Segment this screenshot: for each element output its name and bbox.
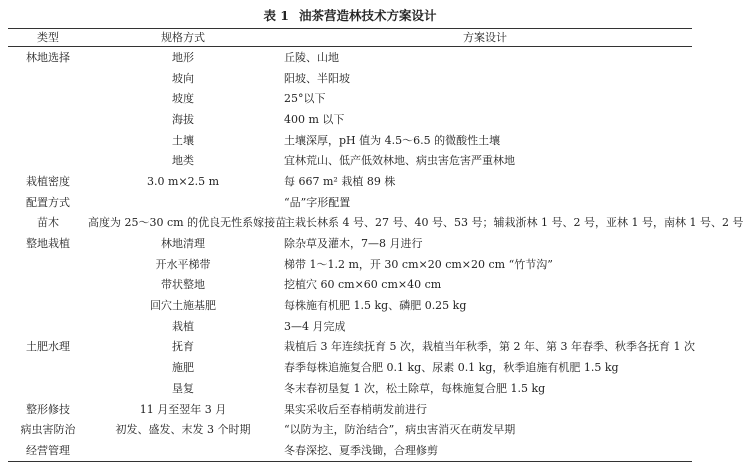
cell-type [8,109,88,130]
cell-plan: “品”字形配置 [284,195,351,209]
cell-type [8,68,88,89]
cell-plan: 果实采收后至春梢萌发前进行 [284,402,427,416]
cell-spec: 地形 [172,50,194,64]
cell-plan: 梯带 1～1.2 m，开 30 cm×20 cm×20 cm “竹节沟” [284,257,553,271]
table-row [8,192,692,213]
cell-spec: 3.0 m×2.5 m [146,174,220,188]
table-row [8,295,692,316]
table-row [8,275,692,296]
cell-type [8,295,88,316]
cell-spec [88,440,278,461]
cell-plan: 宜林荒山、低产低效林地、病虫害危害严重林地 [284,154,515,168]
cell-type [8,88,88,109]
table-row [8,233,692,254]
cell-plan: 阳坡、半阳坡 [284,71,350,85]
table-row [8,130,692,151]
cell-type [8,357,88,378]
cell-plan: 冬春深挖、夏季浅锄，合理修剪 [278,440,692,461]
cell-plan: 春季每株追施复合肥 0.1 kg、尿素 0.1 kg，秋季追施有机肥 1.5 kg [284,361,619,375]
cell-spec: 11 月至翌年 3 月 [139,402,227,416]
cell-plan: 400 m 以下 [284,112,345,126]
cell-type: 土肥水理 [26,340,70,354]
cell-plan: 25°以下 [284,92,326,106]
table-row [8,47,692,68]
cell-plan: 每株施有机肥 1.5 kg、磷肥 0.25 kg [284,299,467,313]
header-type: 类型 [8,29,88,47]
cell-plan: 3—4 月完成 [284,319,346,333]
cell-type: 苗木 [37,216,59,230]
cell-plan: 土壤深厚，pH 值为 4.5～6.5 的微酸性土壤 [284,133,501,147]
table-row [8,337,692,358]
cell-spec: 垦复 [172,381,194,395]
cell-type [8,316,88,337]
cell-spec: 抚育 [172,340,194,354]
cell-type: 整形修技 [26,402,70,416]
cell-type [8,378,88,399]
cell-type [8,150,88,171]
table-row [8,171,692,192]
table-row [8,150,692,171]
table-row [8,68,692,89]
cell-plan: 冬末春初垦复 1 次，松土除草，每株施复合肥 1.5 kg [284,381,546,395]
cell-spec: 回穴土施基肥 [150,299,216,313]
cell-plan: 丘陵、山地 [284,50,339,64]
cell-spec: 地类 [172,154,194,168]
cell-spec: 带状整地 [161,278,205,292]
table-row [8,378,692,399]
cell-plan: 每 667 m² 栽植 89 株 [284,174,396,188]
cell-type [8,130,88,151]
table-row [8,440,692,461]
table-row [8,399,692,420]
table-row [8,357,692,378]
table-row [8,419,692,440]
cell-spec [88,192,278,213]
cell-plan: 主栽长林系 4 号、27 号、40 号、53 号；辅栽浙林 1 号、2 号，亚林 1 号，南林 1 号、2 号 [284,216,743,230]
table-row [8,213,692,234]
cell-spec: 高度为 25～30 cm 的优良无性系嫁接苗 [88,216,287,230]
cell-spec: 开水平梯带 [155,257,211,271]
table-body [8,47,743,462]
header-spec: 规格方式 [88,29,278,47]
cell-spec: 初发、盛发、末发 3 个时期 [115,423,251,437]
cell-spec: 土壤 [172,133,194,147]
technical-plan-table [8,28,743,462]
cell-spec: 施肥 [172,361,194,375]
cell-type: 配置方式 [26,195,70,209]
table-row [8,88,692,109]
table-row [8,254,692,275]
table-header-row [8,29,692,47]
cell-type [8,275,88,296]
cell-type: 病虫害防治 [20,423,76,437]
table-caption [0,6,700,24]
cell-spec: 坡度 [172,92,194,106]
cell-plan: 除杂草及灌木，7—8 月进行 [284,237,423,251]
cell-plan: “以防为主，防治结合”，病虫害消灭在萌发早期 [284,423,516,437]
header-plan: 方案设计 [278,29,692,47]
cell-plan: 挖植穴 60 cm×60 cm×40 cm [284,278,442,292]
table-row [8,109,692,130]
table-title: 油茶营造林技术方案设计 [299,8,437,23]
cell-type [8,254,88,275]
cell-type: 经营管理 [8,440,88,461]
cell-spec: 坡向 [172,71,194,85]
cell-spec: 林地清理 [161,237,205,251]
cell-type: 栽植密度 [26,174,70,188]
cell-spec: 海拔 [172,112,194,126]
table-row [8,316,692,337]
cell-type: 整地栽植 [26,237,70,251]
cell-type: 林地选择 [26,50,70,64]
cell-plan: 栽植后 3 年连续抚育 5 次，栽植当年秋季，第 2 年、第 3 年春季、秋季各抚育 1 次 [284,340,695,354]
cell-spec: 栽植 [172,319,194,333]
table-number: 表 1 [263,8,290,23]
